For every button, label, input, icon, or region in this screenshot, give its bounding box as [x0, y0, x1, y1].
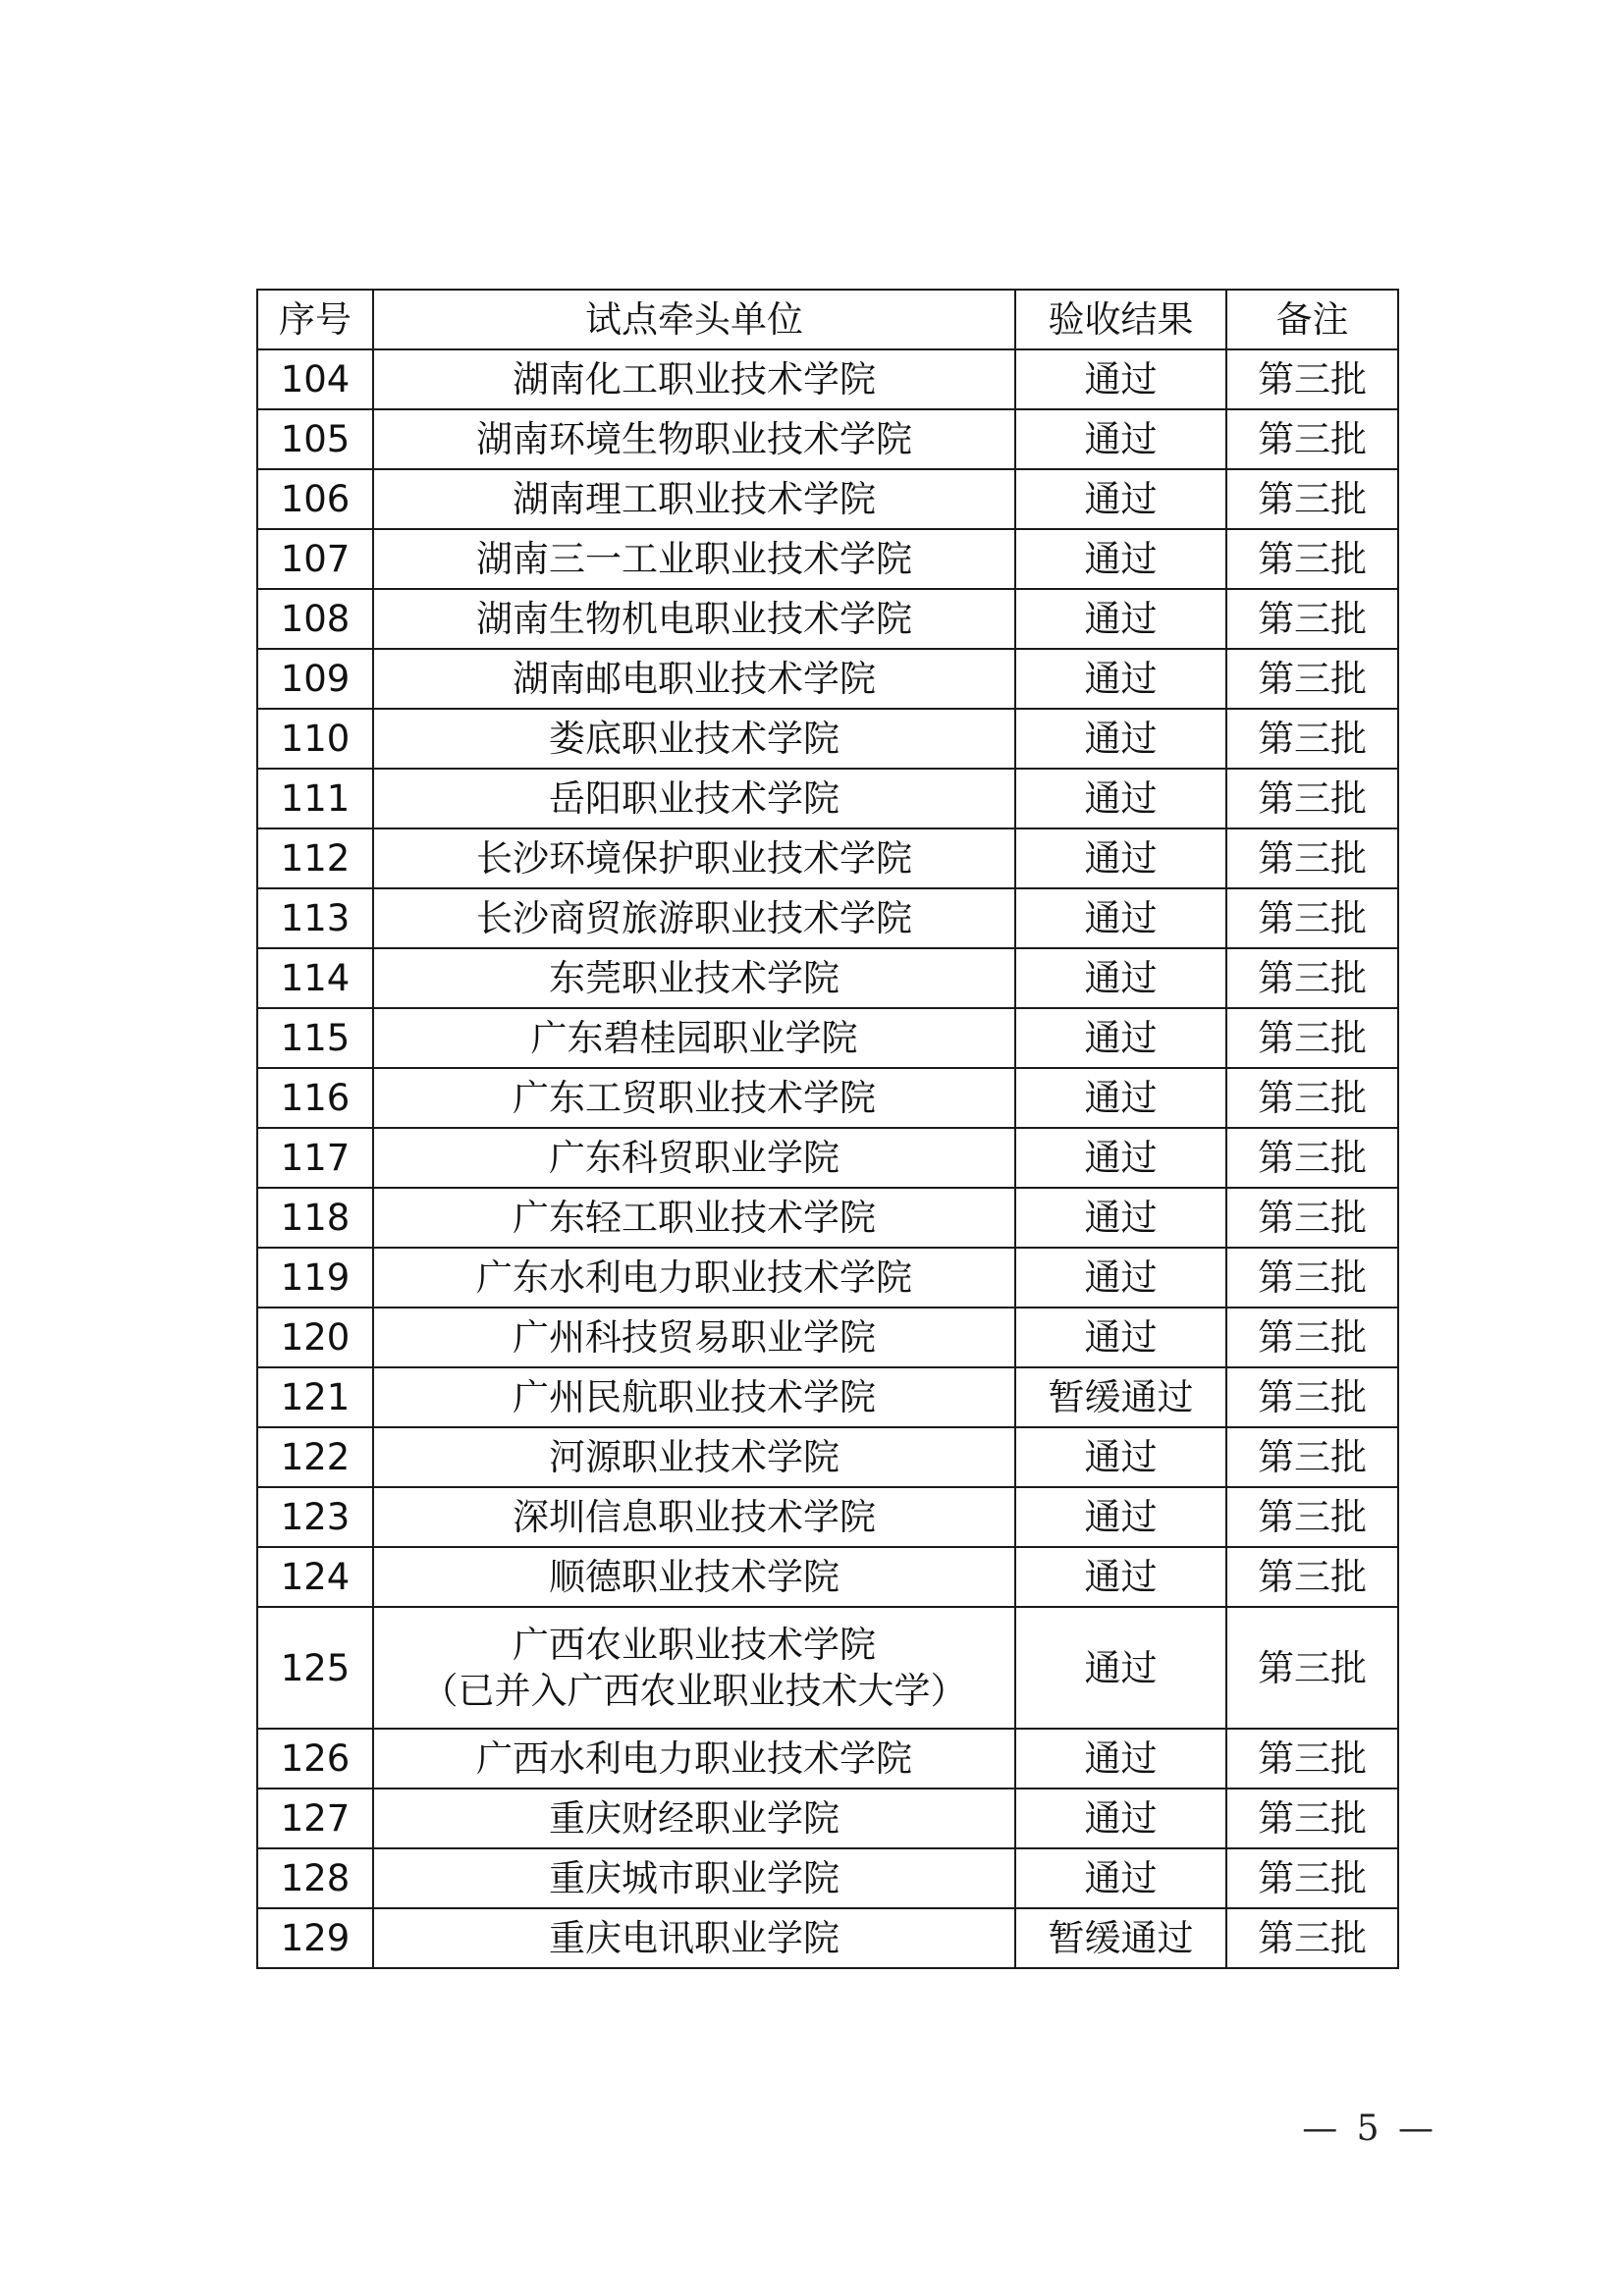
cell-serial-number: 113	[257, 888, 373, 948]
cell-acceptance-result: 通过	[1015, 948, 1226, 1008]
cell-lead-unit	[373, 1248, 1015, 1308]
cell-remarks: 第三批	[1226, 769, 1398, 828]
cell-acceptance-result: 通过	[1015, 888, 1226, 948]
unit-name-line: 广东碧桂园职业学院	[530, 1017, 858, 1059]
cell-lead-unit	[373, 1188, 1015, 1248]
table-row	[257, 349, 1398, 409]
cell-serial-number: 118	[257, 1188, 373, 1248]
table-row	[257, 1848, 1398, 1908]
cell-acceptance-result: 通过	[1015, 1128, 1226, 1188]
unit-name-line: 广西农业职业技术学院	[513, 1624, 876, 1666]
cell-lead-unit	[373, 529, 1015, 589]
cell-serial-number: 125	[257, 1607, 373, 1729]
unit-name-line: 广州民航职业技术学院	[513, 1376, 876, 1418]
cell-serial-number: 124	[257, 1547, 373, 1607]
cell-remarks: 第三批	[1226, 589, 1398, 649]
cell-remarks: 第三批	[1226, 1068, 1398, 1128]
unit-name-line: 长沙商贸旅游职业技术学院	[476, 897, 912, 939]
table-row	[257, 529, 1398, 589]
cell-serial-number: 123	[257, 1487, 373, 1547]
cell-lead-unit	[373, 1607, 1015, 1729]
cell-serial-number: 127	[257, 1789, 373, 1848]
unit-name-line: 广西水利电力职业技术学院	[476, 1737, 912, 1780]
unit-name-line: 湖南环境生物职业技术学院	[476, 418, 912, 460]
table-row	[257, 1068, 1398, 1128]
cell-acceptance-result: 通过	[1015, 649, 1226, 709]
header-row	[257, 290, 1398, 349]
cell-lead-unit	[373, 828, 1015, 888]
cell-remarks: 第三批	[1226, 1008, 1398, 1068]
unit-name-line: 重庆城市职业学院	[549, 1857, 839, 1899]
table-row	[257, 1188, 1398, 1248]
cell-remarks: 第三批	[1226, 1908, 1398, 1968]
cell-remarks: 第三批	[1226, 1848, 1398, 1908]
cell-acceptance-result: 通过	[1015, 529, 1226, 589]
cell-acceptance-result: 通过	[1015, 1068, 1226, 1128]
unit-name-line: 广东轻工职业技术学院	[513, 1197, 876, 1239]
cell-remarks: 第三批	[1226, 349, 1398, 409]
unit-name-line: 岳阳职业技术学院	[549, 777, 839, 820]
cell-serial-number: 109	[257, 649, 373, 709]
cell-acceptance-result: 通过	[1015, 589, 1226, 649]
table-row	[257, 649, 1398, 709]
cell-lead-unit	[373, 709, 1015, 769]
cell-acceptance-result: 通过	[1015, 409, 1226, 469]
table-row	[257, 828, 1398, 888]
unit-name-line: 湖南生物机电职业技术学院	[476, 598, 912, 640]
cell-remarks: 第三批	[1226, 1427, 1398, 1487]
cell-lead-unit	[373, 1487, 1015, 1547]
unit-name-line: 湖南邮电职业技术学院	[513, 658, 876, 700]
cell-lead-unit	[373, 769, 1015, 828]
table-row	[257, 589, 1398, 649]
cell-serial-number: 117	[257, 1128, 373, 1188]
unit-name-line: （已并入广西农业职业技术大学）	[421, 1670, 967, 1712]
cell-serial-number: 126	[257, 1729, 373, 1789]
cell-serial-number: 111	[257, 769, 373, 828]
cell-serial-number: 107	[257, 529, 373, 589]
unit-name-line: 重庆财经职业学院	[549, 1797, 839, 1840]
table-row	[257, 1607, 1398, 1729]
cell-lead-unit	[373, 1547, 1015, 1607]
table-row	[257, 1308, 1398, 1367]
cell-serial-number: 119	[257, 1248, 373, 1308]
table-row	[257, 1729, 1398, 1789]
table-row	[257, 469, 1398, 529]
table-header	[257, 290, 1398, 349]
cell-remarks: 第三批	[1226, 649, 1398, 709]
unit-name-line: 湖南化工职业技术学院	[513, 358, 876, 400]
cell-acceptance-result: 通过	[1015, 1427, 1226, 1487]
cell-remarks: 第三批	[1226, 1188, 1398, 1248]
cell-remarks: 第三批	[1226, 1248, 1398, 1308]
unit-name-line: 东莞职业技术学院	[549, 957, 839, 999]
table-row	[257, 1789, 1398, 1848]
cell-acceptance-result: 通过	[1015, 1729, 1226, 1789]
unit-name-line: 广东科贸职业学院	[549, 1137, 839, 1179]
cell-remarks: 第三批	[1226, 1308, 1398, 1367]
cell-lead-unit	[373, 1308, 1015, 1367]
cell-lead-unit	[373, 1367, 1015, 1427]
cell-lead-unit	[373, 349, 1015, 409]
header-lead-unit: 试点牵头单位	[373, 290, 1015, 349]
header-remarks: 备注	[1226, 290, 1398, 349]
cell-lead-unit	[373, 1008, 1015, 1068]
cell-acceptance-result: 通过	[1015, 1789, 1226, 1848]
cell-acceptance-result: 通过	[1015, 1607, 1226, 1729]
cell-serial-number: 116	[257, 1068, 373, 1128]
table-row	[257, 1427, 1398, 1487]
unit-name-line: 广东工贸职业技术学院	[513, 1077, 876, 1119]
cell-serial-number: 129	[257, 1908, 373, 1968]
cell-lead-unit	[373, 1848, 1015, 1908]
unit-name-line: 娄底职业技术学院	[549, 718, 839, 760]
table-row	[257, 1248, 1398, 1308]
cell-acceptance-result: 通过	[1015, 1188, 1226, 1248]
cell-acceptance-result: 通过	[1015, 1547, 1226, 1607]
cell-remarks: 第三批	[1226, 888, 1398, 948]
cell-serial-number: 120	[257, 1308, 373, 1367]
cell-remarks: 第三批	[1226, 948, 1398, 1008]
cell-lead-unit	[373, 1729, 1015, 1789]
cell-remarks: 第三批	[1226, 1487, 1398, 1547]
cell-acceptance-result: 通过	[1015, 828, 1226, 888]
table-row	[257, 1547, 1398, 1607]
cell-acceptance-result: 通过	[1015, 1848, 1226, 1908]
cell-remarks: 第三批	[1226, 828, 1398, 888]
cell-lead-unit	[373, 948, 1015, 1008]
cell-remarks: 第三批	[1226, 1729, 1398, 1789]
unit-name-line: 顺德职业技术学院	[549, 1556, 839, 1598]
unit-name-line: 广州科技贸易职业学院	[513, 1316, 876, 1359]
cell-serial-number: 114	[257, 948, 373, 1008]
cell-acceptance-result: 通过	[1015, 1308, 1226, 1367]
unit-name-line: 深圳信息职业技术学院	[513, 1496, 876, 1538]
cell-serial-number: 115	[257, 1008, 373, 1068]
cell-serial-number: 122	[257, 1427, 373, 1487]
unit-name-line: 广东水利电力职业技术学院	[476, 1256, 912, 1299]
cell-acceptance-result: 通过	[1015, 349, 1226, 409]
table-row	[257, 1008, 1398, 1068]
cell-lead-unit	[373, 888, 1015, 948]
cell-serial-number: 110	[257, 709, 373, 769]
cell-acceptance-result: 通过	[1015, 769, 1226, 828]
cell-remarks: 第三批	[1226, 469, 1398, 529]
cell-lead-unit	[373, 649, 1015, 709]
table-row	[257, 888, 1398, 948]
cell-remarks: 第三批	[1226, 709, 1398, 769]
header-serial-number: 序号	[257, 290, 373, 349]
unit-name-line: 湖南理工职业技术学院	[513, 478, 876, 520]
cell-acceptance-result: 通过	[1015, 469, 1226, 529]
table-row	[257, 769, 1398, 828]
cell-remarks: 第三批	[1226, 1607, 1398, 1729]
acceptance-results-table	[256, 289, 1399, 1969]
cell-lead-unit	[373, 1128, 1015, 1188]
table-row	[257, 1367, 1398, 1427]
cell-serial-number: 108	[257, 589, 373, 649]
cell-acceptance-result: 暂缓通过	[1015, 1908, 1226, 1968]
cell-serial-number: 104	[257, 349, 373, 409]
cell-serial-number: 106	[257, 469, 373, 529]
cell-acceptance-result: 通过	[1015, 1487, 1226, 1547]
cell-remarks: 第三批	[1226, 1789, 1398, 1848]
cell-lead-unit	[373, 409, 1015, 469]
cell-acceptance-result: 通过	[1015, 1008, 1226, 1068]
cell-lead-unit	[373, 469, 1015, 529]
cell-serial-number: 105	[257, 409, 373, 469]
cell-serial-number: 121	[257, 1367, 373, 1427]
page-number: — 5 —	[1302, 2109, 1437, 2149]
cell-remarks: 第三批	[1226, 1128, 1398, 1188]
unit-name-line: 湖南三一工业职业技术学院	[476, 538, 912, 580]
table-row	[257, 1487, 1398, 1547]
table-row	[257, 1908, 1398, 1968]
cell-serial-number: 112	[257, 828, 373, 888]
cell-lead-unit	[373, 589, 1015, 649]
header-acceptance-result: 验收结果	[1015, 290, 1226, 349]
table-row	[257, 948, 1398, 1008]
unit-name-line: 重庆电讯职业学院	[549, 1917, 839, 1959]
cell-serial-number: 128	[257, 1848, 373, 1908]
cell-lead-unit	[373, 1427, 1015, 1487]
cell-remarks: 第三批	[1226, 529, 1398, 589]
cell-acceptance-result: 暂缓通过	[1015, 1367, 1226, 1427]
table-row	[257, 1128, 1398, 1188]
cell-remarks: 第三批	[1226, 1547, 1398, 1607]
table-row	[257, 709, 1398, 769]
table-body	[257, 349, 1398, 1968]
cell-acceptance-result: 通过	[1015, 709, 1226, 769]
table-row	[257, 409, 1398, 469]
unit-name-line: 长沙环境保护职业技术学院	[476, 837, 912, 880]
cell-acceptance-result: 通过	[1015, 1248, 1226, 1308]
unit-name-line: 河源职业技术学院	[549, 1436, 839, 1478]
cell-lead-unit	[373, 1789, 1015, 1848]
cell-lead-unit	[373, 1908, 1015, 1968]
cell-remarks: 第三批	[1226, 1367, 1398, 1427]
cell-remarks: 第三批	[1226, 409, 1398, 469]
cell-lead-unit	[373, 1068, 1015, 1128]
